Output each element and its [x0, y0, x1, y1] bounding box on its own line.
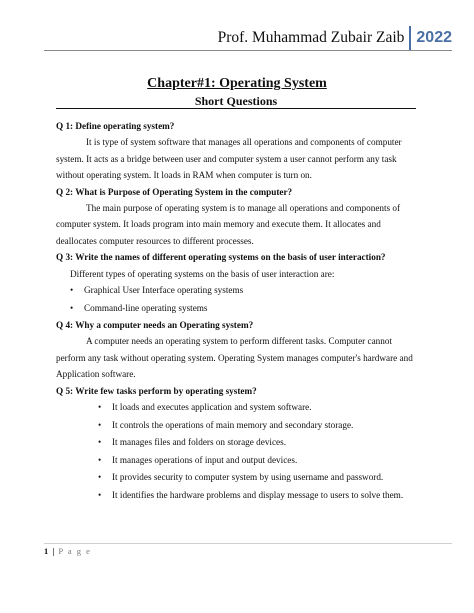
list-item: • Graphical User Interface operating systems — [56, 282, 420, 300]
answer-5-list — [56, 399, 420, 504]
question-1: Q 1: Define operating system? — [56, 121, 175, 131]
page-footer — [44, 546, 91, 556]
list-item: • It loads and executes application and system software. — [56, 399, 420, 417]
answer-1: It is type of system software that manages all operations and components of computer system. It acts as a bridge between user and computer system a user cannot perform any task without operating system. It loads in RAM when computer is turn on. — [56, 137, 402, 181]
answer-3-intro: Different types of operating systems on the basis of user interaction are: — [70, 268, 335, 279]
question-3: Q 3: Write the names of different operating systems on the basis of user interaction? — [56, 252, 386, 263]
question-2: Q 2: What is Purpose of Operating System in the computer? — [56, 186, 293, 197]
footer-rule — [44, 543, 452, 544]
document-body — [56, 118, 420, 504]
chapter-title: Chapter#1: Operating System — [147, 76, 327, 91]
list-item: • Command-line operating systems — [56, 300, 420, 318]
footer-separator: | — [52, 546, 55, 556]
page-header — [218, 26, 452, 50]
section-subtitle — [56, 94, 416, 109]
answer-2: The main purpose of operating system is to manage all operations and components of computer system. It loads program into main memory and execute them. It allocates and deallocates computer resources to different processes. — [56, 203, 401, 246]
section-subtitle-text: Short Questions — [194, 94, 278, 108]
page-number: 1 — [44, 546, 49, 556]
list-item: • It manages files and folders on storage devices. — [56, 434, 420, 452]
question-5: Q 5: Write few tasks perform by operating system? — [56, 385, 257, 396]
header-year: 2022 — [416, 29, 452, 46]
header-divider — [409, 26, 411, 50]
list-item: • It identifies the hardware problems and display message to users to solve them. — [56, 487, 420, 505]
answer-3-list — [56, 282, 420, 317]
list-item: • It controls the operations of main memory and secondary storage. — [56, 417, 420, 435]
list-item: • It provides security to computer system by using username and password. — [56, 469, 420, 487]
list-item: • It manages operations of input and output devices. — [56, 452, 420, 470]
header-rule — [44, 50, 452, 51]
author-name: Prof. Muhammad Zubair Zaib — [217, 29, 405, 46]
page-label: P a g e — [58, 546, 92, 556]
question-4: Q 4: Why a computer needs an Operating system? — [56, 320, 254, 331]
answer-4: A computer needs an operating system to perform different tasks. Computer cannot perform any task without operating system. Operating System manages computer's hardware and Application software. — [56, 336, 413, 380]
